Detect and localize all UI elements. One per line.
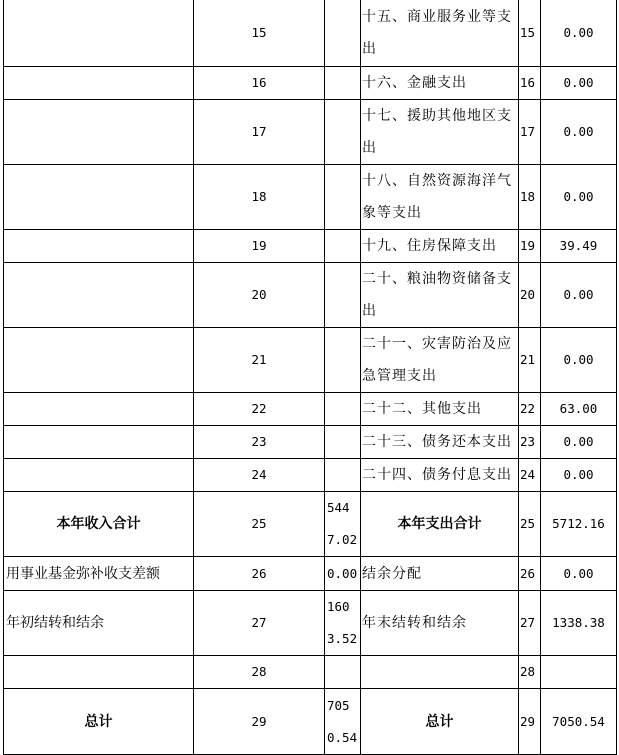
- income-item-cell: 年初结转和结余: [4, 591, 194, 656]
- table-row: [4, 165, 617, 230]
- income-row-number: 24: [194, 459, 325, 492]
- income-amount: [325, 230, 361, 263]
- income-item-cell: [4, 100, 194, 165]
- table-row: [4, 492, 617, 557]
- expense-grand-total-label: 总计: [361, 689, 519, 755]
- expense-item-cell: 二十三、债务还本支出: [361, 426, 519, 459]
- income-row-number: 19: [194, 230, 325, 263]
- income-item-cell: [4, 0, 194, 67]
- expense-item-cell: 二十二、其他支出: [361, 393, 519, 426]
- table-row: [4, 0, 617, 67]
- expense-amount: 0.00: [541, 263, 617, 328]
- expense-row-number: 15: [519, 0, 541, 67]
- income-item-cell: [4, 459, 194, 492]
- income-row-number: 15: [194, 0, 325, 67]
- table-row: [4, 230, 617, 263]
- income-total-label: 本年收入合计: [4, 492, 194, 557]
- expense-row-number: 22: [519, 393, 541, 426]
- income-row-number: 28: [194, 656, 325, 689]
- table-row: [4, 263, 617, 328]
- expense-row-number: 25: [519, 492, 541, 557]
- income-row-number: 17: [194, 100, 325, 165]
- income-item-cell: [4, 230, 194, 263]
- income-row-number: 25: [194, 492, 325, 557]
- income-amount: [325, 263, 361, 328]
- expense-amount: 0.00: [541, 459, 617, 492]
- income-row-number: 18: [194, 165, 325, 230]
- income-item-cell: [4, 426, 194, 459]
- expense-item-cell: 年末结转和结余: [361, 591, 519, 656]
- expense-row-number: 18: [519, 165, 541, 230]
- table-row: [4, 426, 617, 459]
- expense-amount: 0.00: [541, 0, 617, 67]
- income-amount: [325, 100, 361, 165]
- income-row-number: 23: [194, 426, 325, 459]
- expense-total-amount: 5712.16: [541, 492, 617, 557]
- expense-row-number: 23: [519, 426, 541, 459]
- expense-item-cell: 二十四、债务付息支出: [361, 459, 519, 492]
- income-amount: [325, 393, 361, 426]
- expense-amount: 1338.38: [541, 591, 617, 656]
- income-expense-table: [3, 0, 617, 755]
- expense-amount: 0.00: [541, 426, 617, 459]
- income-amount: [325, 656, 361, 689]
- table-row: [4, 328, 617, 393]
- income-amount: [325, 459, 361, 492]
- expense-row-number: 21: [519, 328, 541, 393]
- expense-row-number: 24: [519, 459, 541, 492]
- expense-amount: [541, 656, 617, 689]
- table-row: [4, 67, 617, 100]
- income-row-number: 26: [194, 557, 325, 591]
- table-row: [4, 100, 617, 165]
- income-item-cell: [4, 656, 194, 689]
- expense-row-number: 28: [519, 656, 541, 689]
- expense-amount: 0.00: [541, 165, 617, 230]
- income-grand-total-amount: 7050.54: [325, 689, 361, 755]
- expense-amount: 0.00: [541, 557, 617, 591]
- expense-amount: 0.00: [541, 67, 617, 100]
- expense-item-cell: 十八、自然资源海洋气象等支出: [361, 165, 519, 230]
- income-row-number: 20: [194, 263, 325, 328]
- expense-amount: 0.00: [541, 328, 617, 393]
- expense-item-cell: [361, 656, 519, 689]
- expense-row-number: 16: [519, 67, 541, 100]
- expense-grand-total-amount: 7050.54: [541, 689, 617, 755]
- table-row: [4, 459, 617, 492]
- expense-row-number: 19: [519, 230, 541, 263]
- table-row: [4, 393, 617, 426]
- income-row-number: 21: [194, 328, 325, 393]
- expense-row-number: 27: [519, 591, 541, 656]
- income-grand-total-label: 总计: [4, 689, 194, 755]
- expense-amount: 63.00: [541, 393, 617, 426]
- income-item-cell: [4, 165, 194, 230]
- income-item-cell: [4, 67, 194, 100]
- expense-item-cell: 结余分配: [361, 557, 519, 591]
- expense-item-cell: 十七、援助其他地区支出: [361, 100, 519, 165]
- expense-item-cell: 二十一、灾害防治及应急管理支出: [361, 328, 519, 393]
- expense-item-cell: 二十、粮油物资储备支出: [361, 263, 519, 328]
- income-item-cell: 用事业基金弥补收支差额: [4, 557, 194, 591]
- expense-total-label: 本年支出合计: [361, 492, 519, 557]
- expense-row-number: 29: [519, 689, 541, 755]
- expense-amount: 0.00: [541, 100, 617, 165]
- income-amount: [325, 0, 361, 67]
- income-row-number: 22: [194, 393, 325, 426]
- income-amount: 1603.52: [325, 591, 361, 656]
- table-row: [4, 689, 617, 755]
- table-row: [4, 656, 617, 689]
- income-amount: [325, 67, 361, 100]
- expense-row-number: 17: [519, 100, 541, 165]
- table-row: [4, 591, 617, 656]
- table-row: [4, 557, 617, 591]
- income-row-number: 16: [194, 67, 325, 100]
- income-row-number: 29: [194, 689, 325, 755]
- income-amount: 0.00: [325, 557, 361, 591]
- income-amount: [325, 426, 361, 459]
- income-total-amount: 5447.02: [325, 492, 361, 557]
- expense-row-number: 26: [519, 557, 541, 591]
- expense-item-cell: 十五、商业服务业等支出: [361, 0, 519, 67]
- income-item-cell: [4, 263, 194, 328]
- income-amount: [325, 165, 361, 230]
- income-row-number: 27: [194, 591, 325, 656]
- expense-item-cell: 十九、住房保障支出: [361, 230, 519, 263]
- income-item-cell: [4, 393, 194, 426]
- expense-amount: 39.49: [541, 230, 617, 263]
- expense-row-number: 20: [519, 263, 541, 328]
- expense-item-cell: 十六、金融支出: [361, 67, 519, 100]
- income-amount: [325, 328, 361, 393]
- income-item-cell: [4, 328, 194, 393]
